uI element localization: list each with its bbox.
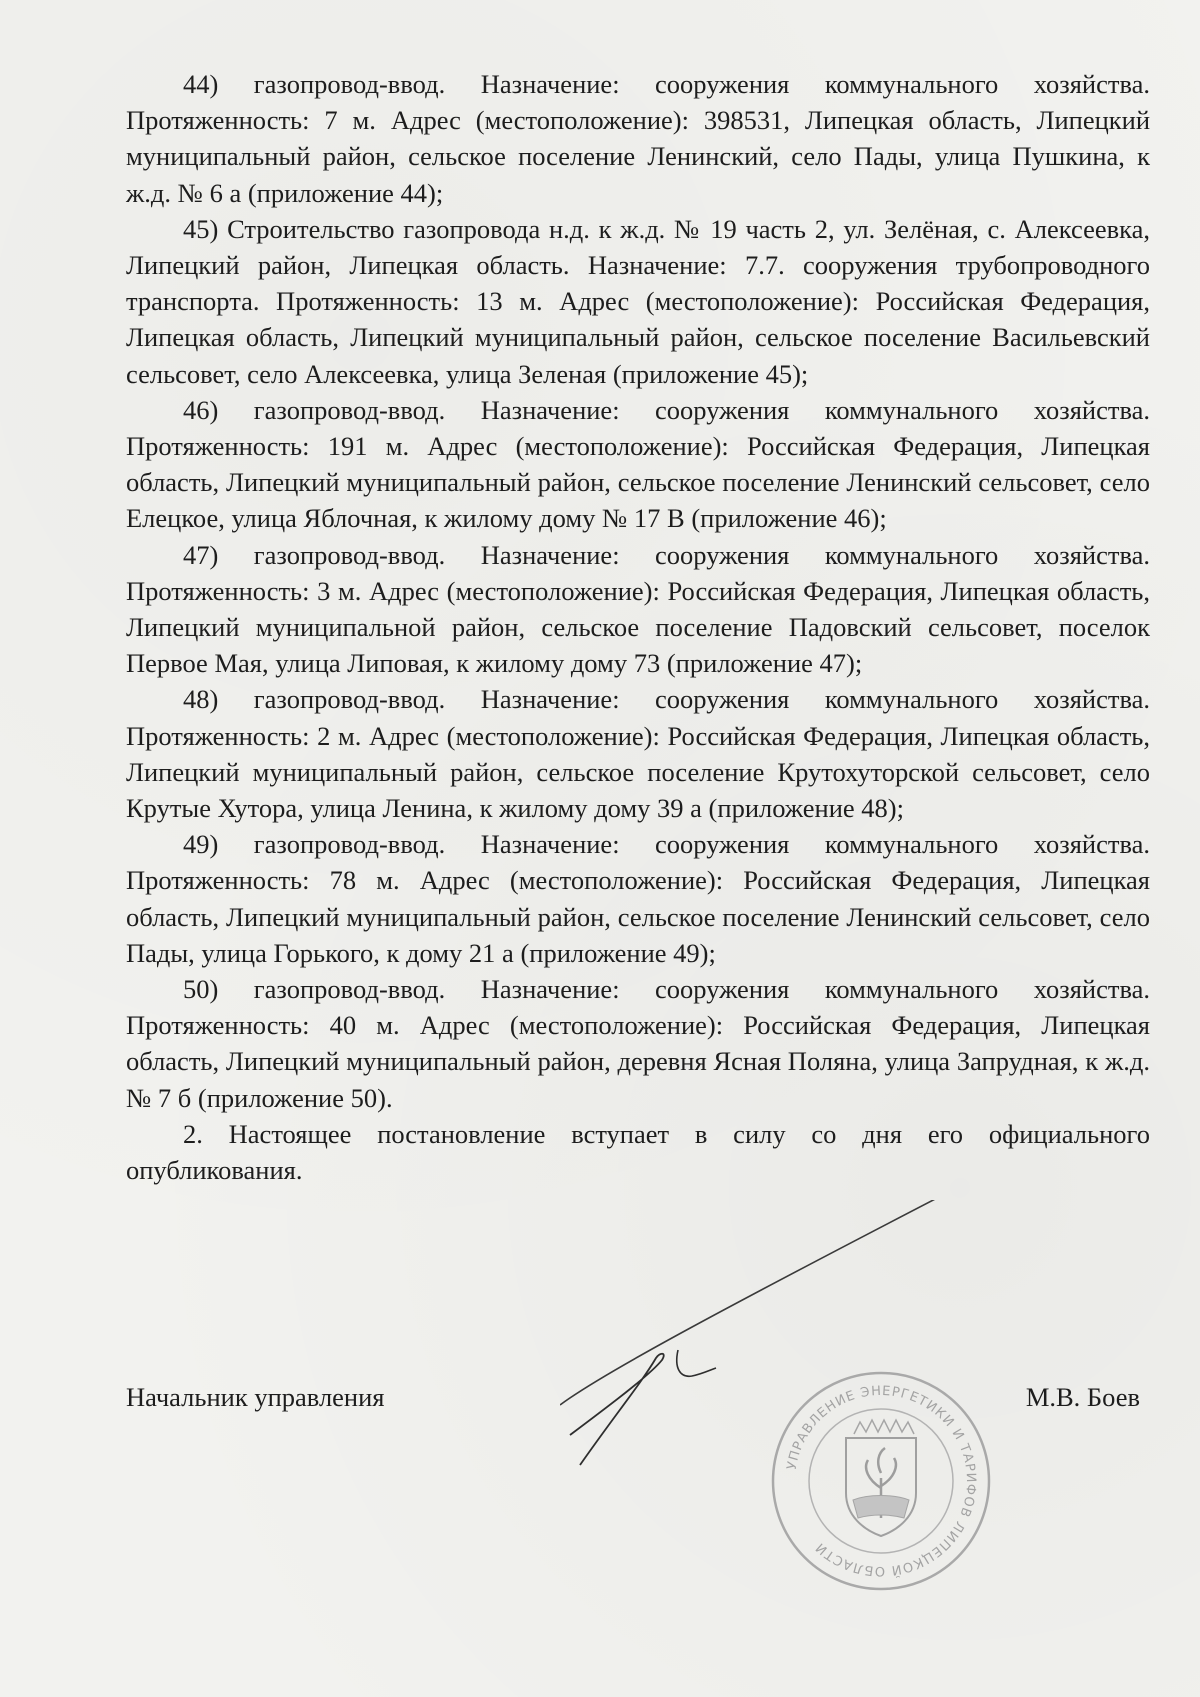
- item-49-paragraph: 49) газопровод-ввод. Назначение: сооружения коммунального хозяйства. Протяженность: 78 м. Адрес (местоположение): Российская Федерация, Липецкая область, Липецкий муниципальный район, сельское поселение Ленинский сельсовет, село Пады, улица Горького, к дому 21 а (приложение 49);: [126, 829, 1150, 968]
- signature-block: [126, 1382, 1150, 1422]
- signatory-role: Начальник управления: [126, 1382, 385, 1412]
- seal-text: УПРАВЛЕНИЕ ЭНЕРГЕТИКИ И ТАРИФОВ ЛИПЕЦКОЙ ОБЛАСТИ: [784, 1383, 979, 1579]
- effective-date-paragraph: 2. Настоящее постановление вступает в силу со дня его официального опубликования.: [126, 1118, 1150, 1186]
- signatory-name: М.В. Боев: [1025, 1382, 1140, 1412]
- item-44-paragraph: 44) газопровод-ввод. Назначение: сооружения коммунального хозяйства. Протяженность: 7 м. Адрес (местоположение): 398531, Липецкая область, Липецкий муниципальный район, сельское поселение Ленинский, село Пады, улица Пушкина, к ж.д. № 6 а (приложение 44);: [126, 69, 1150, 208]
- coat-of-arms-icon: [846, 1420, 916, 1536]
- item-47-paragraph: 47) газопровод-ввод. Назначение: сооружения коммунального хозяйства. Протяженность: 3 м. Адрес (местоположение): Российская Федерация, Липецкая область, Липецкий муниципальной район, сельское поселение Падовский сельсовет, поселок Первое Мая, улица Липовая, к жилому дому 73 (приложение 47);: [126, 539, 1150, 679]
- document-body: [126, 66, 1150, 1188]
- item-45-paragraph: 45) Строительство газопровода н.д. к ж.д. № 19 часть 2, ул. Зелёная, с. Алексеевка, Липецкий район, Липецкая область. Назначение: 7.7. сооружения трубопроводного транспорта. Протяженность: 13 м. Адрес (местоположение): Российская Федерация, Липецкая область, Липецкий муниципальный район, сельское поселение Васильевский сельсовет, село Алексеевка, улица Зеленая (приложение 45);: [126, 213, 1150, 389]
- item-46-paragraph: 46) газопровод-ввод. Назначение: сооружения коммунального хозяйства. Протяженность: 191 м. Адрес (местоположение): Российская Федерация, Липецкая область, Липецкий муниципальный район, сельское поселение Ленинский сельсовет, село Елецкое, улица Яблочная, к жилому дому № 17 В (приложение 46);: [126, 394, 1150, 534]
- item-50-paragraph: 50) газопровод-ввод. Назначение: сооружения коммунального хозяйства. Протяженность: 40 м. Адрес (местоположение): Российская Федерация, Липецкая область, Липецкий муниципальный район, деревня Ясная Поляна, улица Запрудная, к ж.д. № 7 б (приложение 50).: [126, 974, 1150, 1113]
- item-48-paragraph: 48) газопровод-ввод. Назначение: сооружения коммунального хозяйства. Протяженность: 2 м. Адрес (местоположение): Российская Федерация, Липецкая область, Липецкий муниципальный район, сельское поселение Крутохуторской сельсовет, село Крутые Хутора, улица Ленина, к жилому дому 39 а (приложение 48);: [126, 684, 1150, 824]
